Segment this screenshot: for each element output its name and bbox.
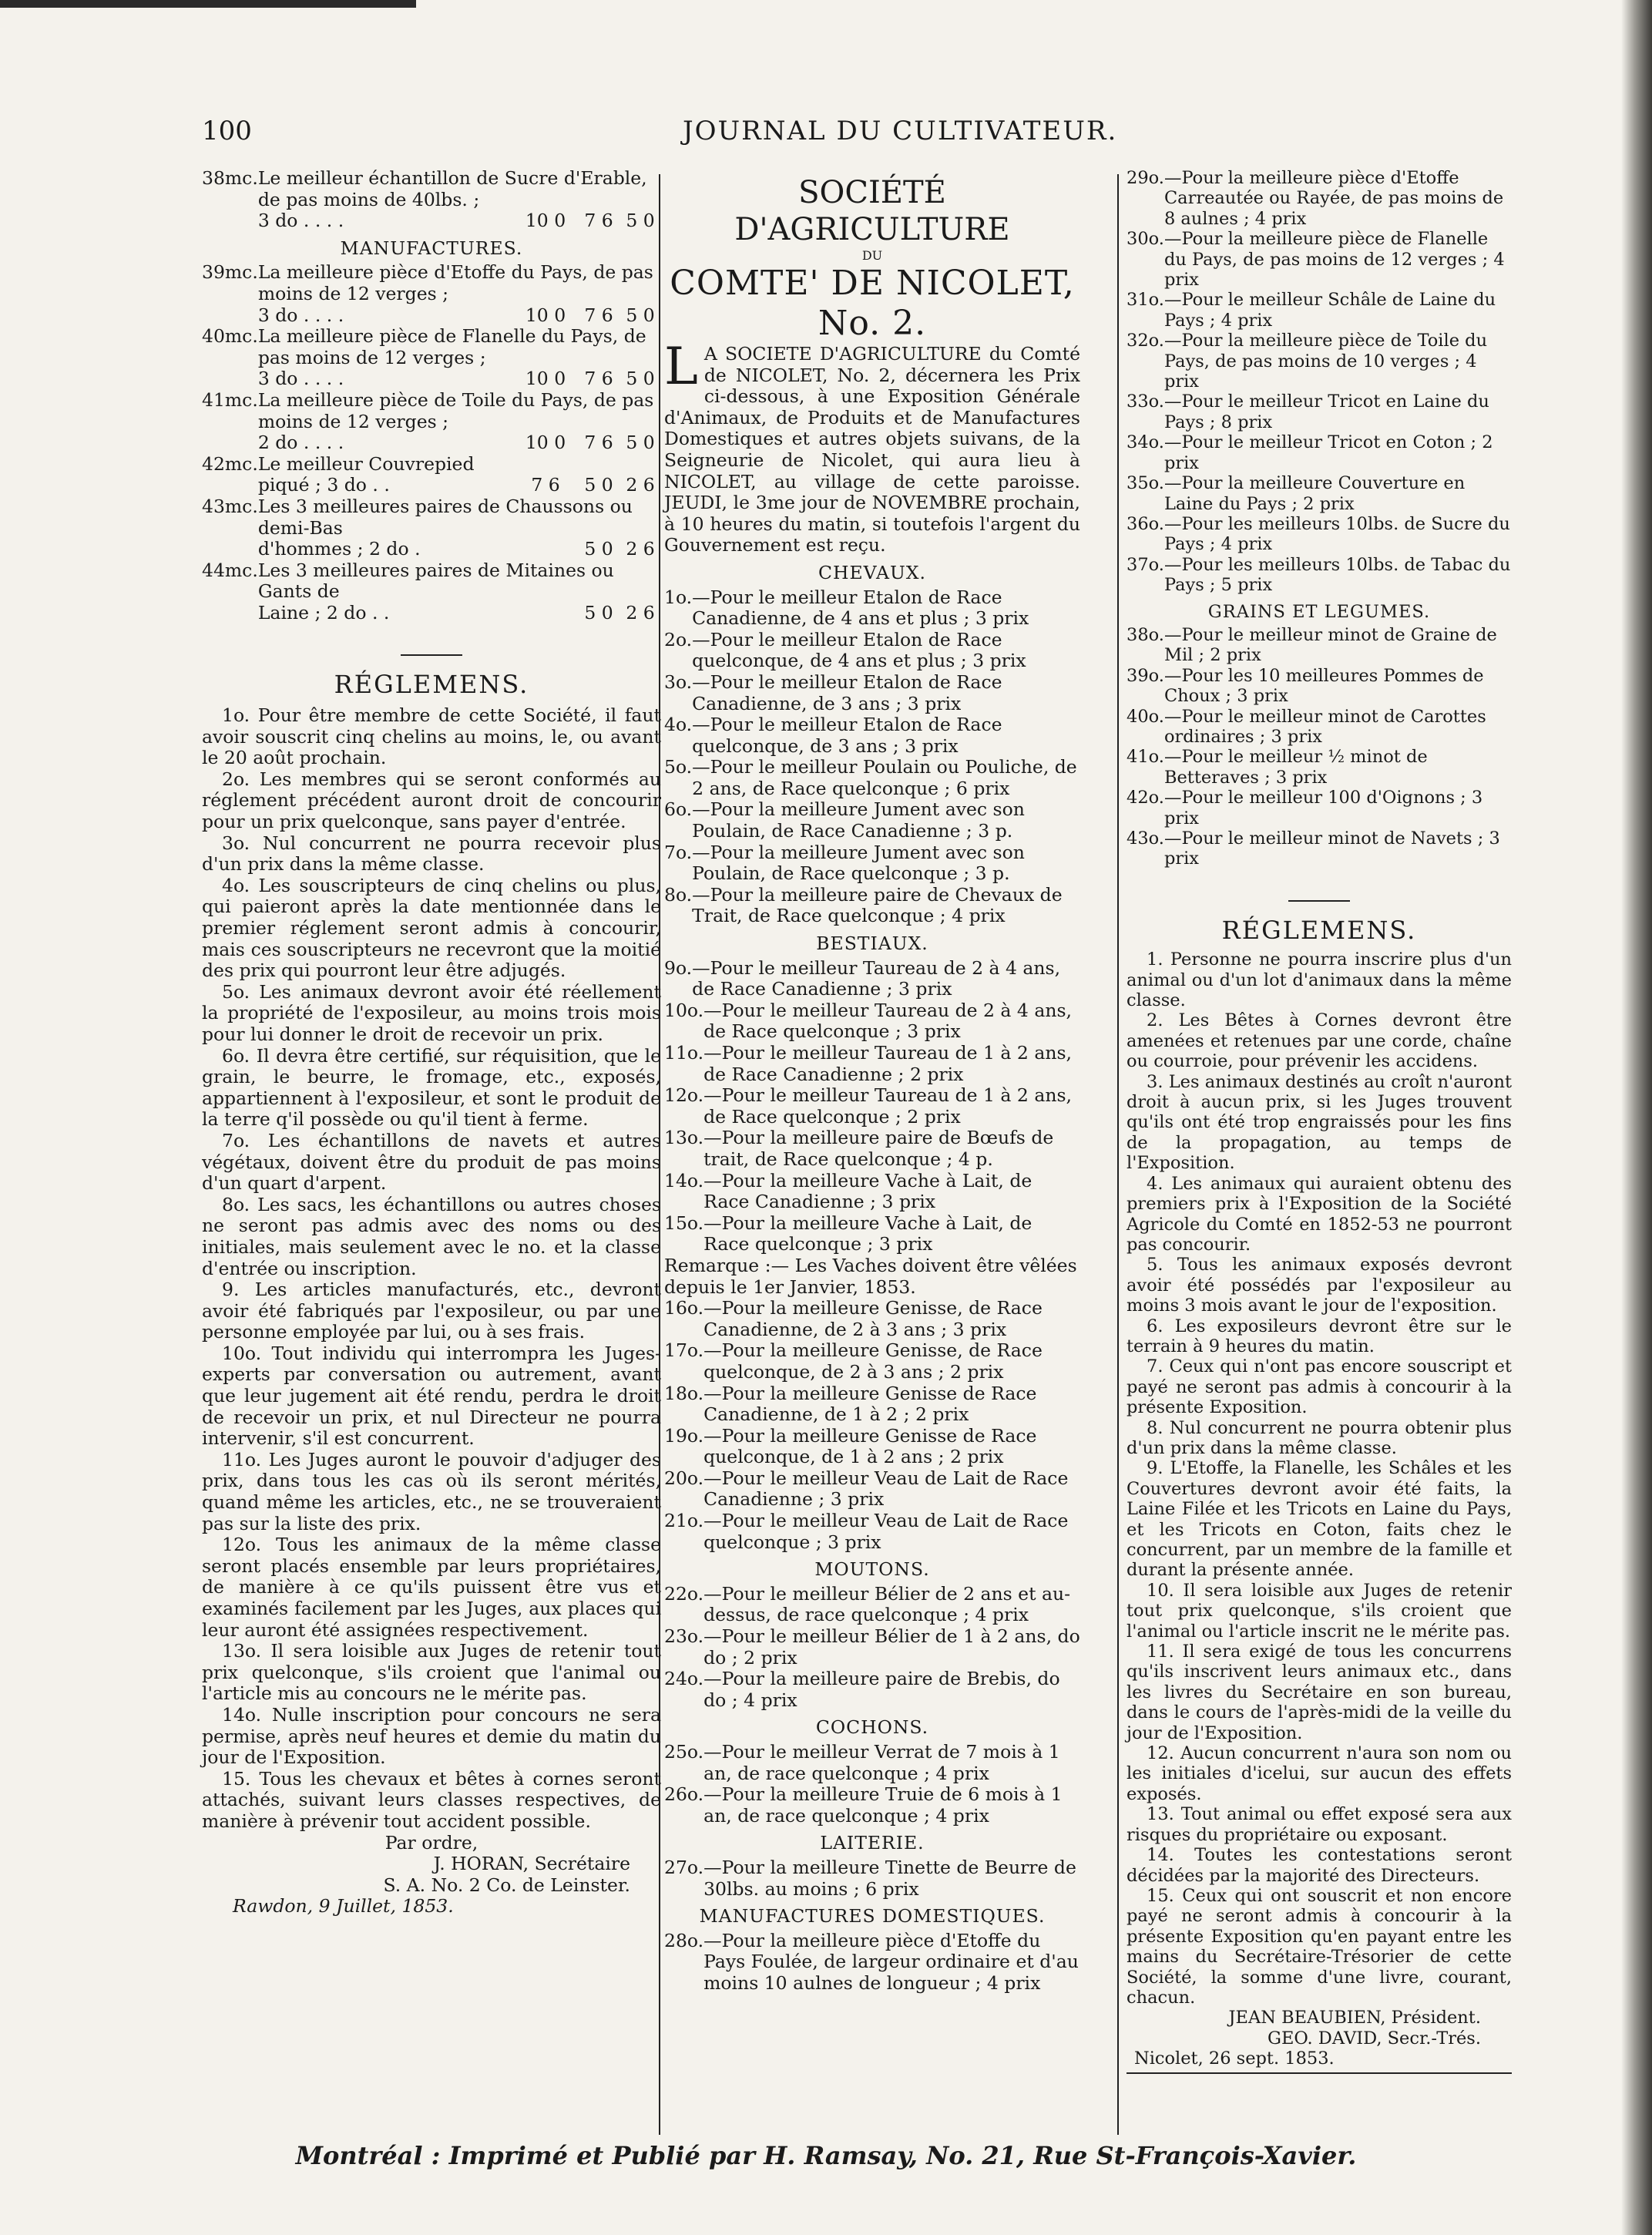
- journal-title: JOURNAL DU CULTIVATEUR.: [683, 116, 1118, 146]
- prize-value: 2 6: [626, 538, 655, 560]
- item-text: —Pour le meilleur minot de Carottes ordinaires ; 3 prix: [1163, 706, 1486, 747]
- rule-paragraph: 13o. Il sera loisible aux Juges de retenir tout prix quelconque, s'ils croient que l'animal ou l'article mis au concours ne le mérite pas.: [202, 1640, 661, 1705]
- par-ordre: Par ordre,: [384, 1831, 478, 1854]
- prize-list-top: [202, 168, 661, 232]
- prize-value: 7 6: [531, 474, 560, 496]
- item-text: —Pour la meilleure Jument avec son Poulain, de Race quelconque ; 3 p.: [692, 841, 1025, 885]
- prize-amount-line: [258, 603, 661, 624]
- prize-item: [664, 1426, 1080, 1468]
- item-number: 28o.: [664, 1929, 704, 1951]
- prize-body: [258, 390, 661, 454]
- rule-paragraph: 14o. Nulle inscription pour concours ne sera permise, après neuf heures et demie du matin du jour de l'Exposition.: [202, 1703, 661, 1769]
- prize-line: 2 do . . . .: [257, 432, 344, 454]
- prize-item: [664, 1383, 1080, 1426]
- prize-value: 10 0: [525, 368, 566, 390]
- prize-item: [664, 842, 1080, 885]
- prize-amount-line: [258, 210, 661, 232]
- item-number: 20o.: [664, 1467, 704, 1489]
- prize-number: 38mc.: [202, 167, 258, 189]
- prize-text: La meilleure pièce de Toile du Pays, de pas moins de 12 verges ;: [257, 388, 654, 432]
- rule-paragraph: 1. Personne ne pourra inscrire plus d'un animal ou d'un lot d'animaux dans la même classe.: [1127, 949, 1512, 1011]
- rule-paragraph: 6o. Il devra être certifié, sur réquisition, que le grain, le beurre, le fromage, etc., exposés, appartiennent à l'exposileur, et sont le produit de la terre q'il possède ou qu'il tient à ferme.: [202, 1044, 661, 1131]
- column-left: [202, 168, 661, 1917]
- item-number: 41o.: [1127, 747, 1164, 768]
- prize-value: 5 0: [584, 474, 613, 496]
- prize-item: [664, 757, 1080, 799]
- item-number: 37o.: [1127, 554, 1164, 575]
- item-number: 6o.: [664, 798, 693, 821]
- section-heading: BESTIAUX.: [816, 933, 928, 955]
- prize-value: 5 0: [626, 304, 655, 326]
- prize-item: [664, 587, 1080, 630]
- prize-item: [1127, 707, 1512, 748]
- item-text: —Pour le meilleur Taureau de 2 à 4 ans, de Race quelconque ; 3 prix: [703, 999, 1073, 1043]
- prize-item: [1127, 788, 1512, 828]
- prize-text: Les 3 meilleures paires de Chaussons ou demi-Bas: [257, 495, 633, 539]
- prize-entry: [202, 496, 661, 560]
- item-number: 33o.: [1127, 392, 1164, 412]
- signer-name: J. HORAN, Secrétaire: [433, 1853, 630, 1875]
- item-number: 27o.: [664, 1856, 704, 1878]
- column-middle: [664, 168, 1080, 1995]
- section-dash: [401, 654, 462, 656]
- prize-item: [1127, 666, 1512, 707]
- place-date-right: Nicolet, 26 sept. 1853.: [1134, 2048, 1335, 2069]
- rule-paragraph: 14. Toutes les contestations seront décidées par la majorité des Directeurs.: [1127, 1845, 1512, 1886]
- rule-paragraph: 11o. Les Juges auront le pouvoir d'adjuger des prix, dans tous les cas où ils seront mérités, quand même les articles, etc., ne se trouveraient pas sur la liste des prix.: [202, 1448, 661, 1534]
- prize-item: [1127, 555, 1512, 596]
- item-number: 38o.: [1127, 624, 1164, 645]
- prize-line: 3 do . . . .: [257, 210, 344, 232]
- prize-body: [258, 454, 661, 496]
- item-text: —Pour le meilleur Veau de Lait de Race Canadienne ; 3 prix: [703, 1467, 1069, 1511]
- column-right: [1127, 168, 1512, 2074]
- item-text: —Pour les meilleurs 10lbs. de Sucre du Pays ; 4 prix: [1163, 513, 1510, 555]
- rules-list-right: [1127, 949, 1512, 2008]
- signer-org: S. A. No. 2 Co. de Leinster.: [383, 1874, 630, 1896]
- item-text: —Pour la meilleure Couverture en Laine du Pays ; 2 prix: [1163, 473, 1466, 514]
- top-edge-bar: [0, 0, 416, 8]
- prize-item: [664, 1784, 1080, 1827]
- prize-body: [258, 168, 661, 232]
- prize-item: [664, 714, 1080, 757]
- item-text: —Pour la meilleure Genisse de Race quelconque, de 1 à 2 ans ; 2 prix: [703, 1424, 1037, 1468]
- item-text: —Pour le meilleur Etalon de Race Canadienne, de 3 ans ; 3 prix: [692, 670, 1002, 714]
- item-number: 22o.: [664, 1582, 704, 1605]
- item-text: —Pour la meilleure pièce de Toile du Pays, de pas moins de 10 verges ; 4 prix: [1163, 331, 1488, 392]
- prize-body: [258, 560, 661, 624]
- item-number: 21o.: [664, 1510, 704, 1532]
- prize-number: 40mc.: [202, 325, 258, 348]
- prize-line: piqué ; 3 do . .: [257, 474, 390, 496]
- prize-item: [1127, 828, 1512, 869]
- prize-amount-line: [258, 305, 661, 327]
- item-number: 1o.: [664, 586, 693, 608]
- rule-paragraph: 7o. Les échantillons de navets et autres végétaux, doivent être du produit de pas moins d'un quart d'arpent.: [202, 1129, 661, 1195]
- prize-list-grains: [1127, 625, 1512, 869]
- item-text: —Pour le meilleur Schâle de Laine du Pays ; 4 prix: [1163, 290, 1496, 331]
- item-number: 14o.: [664, 1169, 704, 1191]
- prize-item: [664, 1669, 1080, 1711]
- rule-paragraph: 6. Les exposileurs devront être sur le terrain à 9 heures du matin.: [1127, 1316, 1512, 1356]
- prize-entry: [202, 168, 661, 232]
- prize-entry: [202, 560, 661, 624]
- prize-item: [664, 958, 1080, 1000]
- item-text: —Pour le meilleur Etalon de Race Canadienne, de 4 ans et plus ; 3 prix: [692, 586, 1029, 630]
- prize-text: La meilleure pièce d'Etoffe du Pays, de pas moins de 12 verges ;: [257, 261, 653, 304]
- rules-list-left: [202, 705, 661, 1832]
- item-text: —Pour le meilleur Verrat de 7 mois à 1 an, de race quelconque ; 4 prix: [703, 1741, 1060, 1784]
- rule-paragraph: 15. Ceux qui ont souscrit et non encore payé ne seront admis à concourir à la présente Exposition qu'en payant entre les mains du Secrétaire-Trésorier de cette Société, la somme d'une livre, courant, chacun.: [1127, 1885, 1512, 2008]
- item-number: 7o.: [664, 841, 693, 863]
- end-rule: [1127, 2072, 1512, 2074]
- prize-value: 5 0: [626, 432, 655, 454]
- section-heading: LAITERIE.: [820, 1832, 925, 1854]
- rule-paragraph: 9. Les articles manufacturés, etc., devront avoir été fabriqués par l'exposileur, ou par une personne employée par lui, ou à ses frais.: [202, 1279, 661, 1343]
- item-text: —Pour la meilleure pièce d'Etoffe Carreautée ou Rayée, de pas moins de 8 aulnes ; 4 prix: [1163, 168, 1504, 229]
- item-text: —Pour la meilleure Vache à Lait, de Race quelconque ; 3 prix: [703, 1212, 1032, 1255]
- item-number: 30o.: [1127, 229, 1164, 250]
- item-text: —Pour le meilleur Taureau de 1 à 2 ans, de Race Canadienne ; 2 prix: [703, 1042, 1073, 1085]
- prize-item: [664, 1511, 1080, 1553]
- item-number: 4o.: [664, 714, 693, 736]
- prize-entry: [202, 454, 661, 496]
- prize-amount-line: [258, 368, 661, 390]
- rule-paragraph: 4o. Les souscripteurs de cinq chelins ou plus, qui paieront après la date mentionnée dans le premier réglement seront admis à concourir, mais ces souscripteurs ne recevront que la moitié des prix qui pourront leur être adjugés.: [202, 874, 661, 982]
- prize-item: [664, 1043, 1080, 1085]
- item-number: 23o.: [664, 1625, 704, 1648]
- county-title: COMTE' DE NICOLET, No. 2.: [670, 264, 1075, 343]
- section-heading: CHEVAUX.: [818, 561, 926, 583]
- item-number: 17o.: [664, 1339, 704, 1362]
- president-signature: JEAN BEAUBIEN, Président.: [1228, 2008, 1481, 2028]
- item-text: —Pour la meilleure paire de Brebis, do do ; 4 prix: [703, 1668, 1060, 1711]
- prize-value: 10 0: [525, 432, 566, 454]
- prize-item: [664, 1171, 1080, 1213]
- item-number: 29o.: [1127, 168, 1164, 188]
- prize-item: [1127, 392, 1512, 432]
- prize-item: [664, 672, 1080, 714]
- prize-entry: [202, 390, 661, 454]
- item-number: 9o.: [664, 956, 693, 979]
- rule-paragraph: 13. Tout animal ou effet exposé sera aux risques du propriétaire ou exposant.: [1127, 1804, 1512, 1845]
- section-heading: COCHONS.: [815, 1716, 929, 1739]
- prize-item: [664, 885, 1080, 927]
- prize-item: [1127, 229, 1512, 290]
- page-number: 100: [202, 116, 252, 146]
- prize-value: 10 0: [525, 304, 566, 326]
- item-number: 40o.: [1127, 706, 1164, 727]
- prize-text: Le meilleur Couvrepied: [257, 452, 475, 475]
- prize-text: Les 3 meilleures paires de Mitaines ou Gants de: [257, 559, 614, 603]
- section-dash-right: [1288, 900, 1350, 902]
- item-text: —Pour le meilleur Taureau de 1 à 2 ans, de Race quelconque ; 2 prix: [703, 1084, 1073, 1128]
- item-text: —Pour la meilleure paire de Bœufs de trait, de Race quelconque ; 4 p.: [703, 1127, 1054, 1170]
- item-text: —Pour la meilleure Genisse, de Race quelconque, de 2 à 3 ans ; 2 prix: [703, 1339, 1043, 1383]
- item-number: 19o.: [664, 1424, 704, 1447]
- prize-item: [664, 1298, 1080, 1340]
- rule-paragraph: 4. Les animaux qui auraient obtenu des premiers prix à l'Exposition de la Société Agricole du Comté en 1852-53 ne pourront pas concourir.: [1127, 1173, 1512, 1255]
- item-number: 10o.: [664, 999, 704, 1021]
- intro-text: A SOCIETE D'AGRICULTURE du Comté de NICOLET, No. 2, décernera les Prix ci-dessous, à une Exposition Générale d'Animaux, de Produits et de Manufactures Domestiques et autres objets suivans, de la Seigneurie de Nicolet, qui aura lieu à NICOLET, au village de cette paroisse. JEUDI, le 3me jour de NOVEMBRE prochain, à 10 heures du matin, si toutefois l'argent du Gouvernement est reçu.: [664, 343, 1080, 556]
- rule-paragraph: 3. Les animaux destinés au croît n'auront droit à aucun prix, si les Juges trouvent qu'ils ont été trop engraissés pour les fins de la propagation, au temps de l'Exposition.: [1127, 1071, 1512, 1174]
- rule-paragraph: 1o. Pour être membre de cette Société, il faut avoir souscrit cinq chelins au moins, le, ou avant le 20 août prochain.: [202, 704, 661, 769]
- item-text: —Pour la meilleure Genisse de Race Canadienne, de 1 à 2 ; 2 prix: [703, 1382, 1037, 1426]
- section-heading: MANUFACTURES DOMESTIQUES.: [699, 1905, 1046, 1927]
- prize-item: [1127, 514, 1512, 555]
- item-text: —Pour le meilleur Bélier de 2 ans et au-dessus, de race quelconque ; 4 prix: [703, 1582, 1071, 1626]
- page-edge-shadow: [1621, 0, 1652, 2235]
- item-text: —Pour les 10 meilleures Pommes de Choux ; 3 prix: [1163, 665, 1484, 707]
- item-number: 15o.: [664, 1212, 704, 1234]
- rule-paragraph: 7. Ceux qui n'ont pas encore souscript et payé ne seront pas admis à concourir à la présente Exposition.: [1127, 1356, 1512, 1418]
- prize-sections: [664, 563, 1080, 1995]
- prize-text: Le meilleur échantillon de Sucre d'Erable, de pas moins de 40lbs. ;: [257, 167, 647, 210]
- item-number: 25o.: [664, 1741, 704, 1763]
- prize-list-manufactures: [202, 262, 661, 623]
- item-text: —Pour le meilleur Etalon de Race quelconque, de 4 ans et plus ; 3 prix: [692, 628, 1026, 672]
- rule-paragraph: 5o. Les animaux devront avoir été réellement la propriété de l'exposileur, au moins trois mois pour lui donner le droit de recevoir un prix.: [202, 980, 661, 1045]
- prize-body: [258, 262, 661, 326]
- prize-value: 5 0: [584, 601, 613, 623]
- column-rule-right: [1117, 174, 1119, 2135]
- prize-item: [664, 799, 1080, 842]
- item-number: 8o.: [664, 883, 693, 906]
- prize-item: [1127, 168, 1512, 229]
- item-text: —Pour les meilleurs 10lbs. de Tabac du Pays ; 5 prix: [1163, 554, 1511, 596]
- item-number: 42o.: [1127, 788, 1164, 808]
- item-number: 13o.: [664, 1127, 704, 1149]
- prize-item: [664, 1626, 1080, 1669]
- rule-paragraph: 15. Tous les chevaux et bêtes à cornes seront attachés, suivant leurs classes respectives, de manière à prévenir tout accident possible.: [202, 1767, 661, 1832]
- rule-paragraph: 5. Tous les animaux exposés devront avoir été possédés par l'exposileur au moins 3 mois avant le jour de l'exposition.: [1127, 1255, 1512, 1316]
- prize-entry: [202, 262, 661, 326]
- prize-body: [258, 496, 661, 560]
- item-number: 3o.: [664, 670, 693, 693]
- prize-item: [1127, 473, 1512, 514]
- item-text: —Pour le meilleur Poulain ou Pouliche, de 2 ans, de Race quelconque ; 6 prix: [692, 756, 1077, 799]
- item-text: —Pour le meilleur Taureau de 2 à 4 ans, de Race Canadienne ; 3 prix: [692, 956, 1061, 1000]
- item-text: —Pour la meilleure Genisse, de Race Canadienne, de 2 à 3 ans ; 3 prix: [703, 1297, 1043, 1340]
- item-text: —Pour la meilleure Tinette de Beurre de 30lbs. au moins ; 6 prix: [703, 1856, 1076, 1900]
- place-date-left: Rawdon, 9 Juillet, 1853.: [233, 1895, 454, 1917]
- item-text: —Pour le meilleur Bélier de 1 à 2 ans, do do ; 2 prix: [703, 1625, 1080, 1669]
- reglemens-heading-right: RÉGLEMENS.: [1221, 915, 1417, 945]
- item-text: —Pour la meilleure Truie de 6 mois à 1 an, de race quelconque ; 4 prix: [703, 1783, 1063, 1827]
- prize-value: 7 6: [584, 304, 613, 326]
- secretary-signature: GEO. DAVID, Secr.-Trés.: [1267, 2028, 1481, 2048]
- item-number: 39o.: [1127, 665, 1164, 686]
- prize-item: [664, 1584, 1080, 1626]
- item-text: —Pour la meilleure pièce de Flanelle du Pays, de pas moins de 12 verges ; 4 prix: [1163, 229, 1505, 291]
- prize-line: 3 do . . . .: [257, 368, 344, 390]
- prize-value: 5 0: [626, 210, 655, 232]
- rule-paragraph: 10o. Tout individu qui interrompra les Juges-experts par conversation ou autrement, avant que leur jugement ait été rendu, perdra le droit de recevoir un prix, et nul Directeur ne pourra intervenir, s'il est concurrent.: [202, 1342, 661, 1450]
- item-number: 5o.: [664, 756, 693, 778]
- prize-item: [664, 1255, 1080, 1298]
- item-number: 11o.: [664, 1042, 704, 1064]
- prize-value: 2 6: [626, 474, 655, 496]
- prize-item: [664, 1340, 1080, 1383]
- rule-paragraph: 11. Il sera exigé de tous les concurrens qu'ils inscrivent leurs animaux etc., dans les livres du Secrétaire en son bureau, dans le cours de l'après-midi de la veille du jour de l'Exposition.: [1127, 1642, 1512, 1743]
- prize-item: [664, 1742, 1080, 1784]
- society-title: SOCIÉTÉ D'AGRICULTURE: [734, 175, 1010, 247]
- prize-number: 41mc.: [202, 388, 258, 411]
- grains-heading: GRAINS ET LEGUMES.: [1207, 601, 1431, 622]
- prize-item: [1127, 331, 1512, 392]
- prize-item: [1127, 625, 1512, 666]
- prize-item: [1127, 747, 1512, 788]
- item-number: 43o.: [1127, 828, 1164, 849]
- prize-item: [664, 1468, 1080, 1511]
- manufactures-heading: MANUFACTURES.: [340, 237, 523, 259]
- item-number: 18o.: [664, 1382, 704, 1404]
- prize-item: [664, 1213, 1080, 1255]
- item-number: 36o.: [1127, 513, 1164, 534]
- prize-list-manufactures-cont: [1127, 168, 1512, 596]
- item-text: —Pour le meilleur minot de Navets ; 3 prix: [1163, 828, 1500, 869]
- prize-value: 7 6: [584, 210, 613, 232]
- prize-amount-line: [258, 539, 661, 560]
- item-text: —Pour la meilleure paire de Chevaux de Trait, de Race quelconque ; 4 prix: [692, 883, 1063, 927]
- prize-entry: [202, 326, 661, 390]
- title-du: DU: [861, 248, 883, 263]
- item-text: —Pour la meilleure pièce d'Etoffe du Pays Foulée, de largeur ordinaire et d'au moins 10 aulnes de longueur ; 4 prix: [703, 1929, 1079, 1994]
- rule-paragraph: 2. Les Bêtes à Cornes devront être amenées et retenues par une corde, chaîne ou courroie, pour prévenir les accidens.: [1127, 1010, 1512, 1072]
- rule-paragraph: 9. L'Etoffe, la Flanelle, les Schâles et les Couvertures devront avoir été faits, la Laine Filée et les Tricots en Laine du Pays, et les Tricots en Coton, faits chez le concurrent, par un membre de la famille et durant la présente année.: [1127, 1458, 1512, 1581]
- prize-line: Laine ; 2 do . .: [257, 601, 390, 623]
- item-number: 31o.: [1127, 290, 1164, 311]
- prize-line: d'hommes ; 2 do .: [257, 538, 421, 560]
- item-text: —Pour le meilleur minot de Graine de Mil ; 2 prix: [1163, 624, 1497, 666]
- prize-value: 2 6: [626, 601, 655, 623]
- imprint-footer: Montréal : Imprimé et Publié par H. Ramsay, No. 21, Rue St-François-Xavier.: [295, 2141, 1357, 2170]
- item-number: 34o.: [1127, 432, 1164, 453]
- prize-item: [664, 1085, 1080, 1128]
- item-text: —Pour la meilleure Jument avec son Poulain, de Race Canadienne ; 3 p.: [692, 798, 1025, 842]
- prize-amount-line: [258, 475, 661, 496]
- item-number: 24o.: [664, 1668, 704, 1690]
- section-heading: MOUTONS.: [814, 1558, 930, 1581]
- rule-paragraph: 3o. Nul concurrent ne pourra recevoir plus d'un prix dans la même classe.: [202, 832, 661, 876]
- prize-item: [1127, 290, 1512, 331]
- item-number: 16o.: [664, 1297, 704, 1319]
- rule-paragraph: 8o. Les sacs, les échantillons ou autres choses ne seront pas admis avec des noms ou des initiales, mais seulement avec le no. et la classe d'entrée ou inscription.: [202, 1193, 661, 1279]
- item-text: —Pour le meilleur Etalon de Race quelconque, de 3 ans ; 3 prix: [692, 714, 1002, 757]
- prize-value: 10 0: [525, 210, 566, 232]
- item-number: 12o.: [664, 1084, 704, 1107]
- item-text: —Pour le meilleur ½ minot de Betteraves ; 3 prix: [1163, 747, 1428, 788]
- item-text: Remarque :— Les Vaches doivent être vêlées depuis le 1er Janvier, 1853.: [664, 1254, 1077, 1298]
- intro-paragraph: [664, 337, 1080, 556]
- item-number: 26o.: [664, 1783, 704, 1806]
- item-number: 32o.: [1127, 331, 1164, 351]
- rule-paragraph: 12. Aucun concurrent n'aura son nom ou les initiales d'icelui, sur aucun des effets exposés.: [1127, 1743, 1512, 1804]
- reglemens-heading-left: RÉGLEMENS.: [334, 670, 529, 700]
- prize-value: 7 6: [584, 368, 613, 390]
- prize-amount-line: [258, 432, 661, 454]
- prize-text: La meilleure pièce de Flanelle du Pays, de pas moins de 12 verges ;: [257, 325, 646, 368]
- rule-paragraph: 10. Il sera loisible aux Juges de retenir tout prix quelconque, s'ils croient que l'animal ou l'article inscrit ne le mérite pas.: [1127, 1580, 1512, 1642]
- item-text: —Pour la meilleure Vache à Lait, de Race Canadienne ; 3 prix: [703, 1169, 1032, 1213]
- item-text: —Pour le meilleur 100 d'Oignons ; 3 prix: [1163, 788, 1483, 828]
- prize-value: 7 6: [584, 432, 613, 454]
- prize-value: 5 0: [584, 538, 613, 560]
- item-number: 2o.: [664, 628, 693, 650]
- rule-paragraph: 12o. Tous les animaux de la même classe seront placés ensemble par leurs propriétaires, de manière à ce qu'ils puissent être vus et examinés facilement par les Juges, aux places qui leur auront été assignées respectivement.: [202, 1534, 661, 1641]
- item-text: —Pour le meilleur Tricot en Coton ; 2 prix: [1163, 432, 1493, 473]
- prize-item: [664, 1000, 1080, 1043]
- prize-line: 3 do . . . .: [257, 304, 344, 326]
- prize-body: [258, 326, 661, 390]
- item-number: 35o.: [1127, 473, 1164, 494]
- item-text: —Pour le meilleur Veau de Lait de Race quelconque ; 3 prix: [703, 1510, 1069, 1553]
- prize-item: [1127, 432, 1512, 473]
- prize-item: [664, 1931, 1080, 1995]
- drop-cap: L: [664, 337, 698, 396]
- prize-item: [664, 1857, 1080, 1900]
- rule-paragraph: 8. Nul concurrent ne pourra obtenir plus d'un prix dans la même classe.: [1127, 1417, 1512, 1458]
- page-header: [202, 116, 1504, 150]
- rule-paragraph: 2o. Les membres qui se seront conformés au réglement précédent auront droit de concourir pour un prix quelconque, sans payer d'entrée.: [202, 768, 661, 833]
- item-text: —Pour le meilleur Tricot en Laine du Pays ; 8 prix: [1163, 392, 1489, 432]
- prize-value: 5 0: [626, 368, 655, 390]
- prize-item: [664, 630, 1080, 672]
- prize-number: 43mc.: [202, 495, 258, 517]
- prize-number: 42mc.: [202, 452, 258, 475]
- prize-number: 44mc.: [202, 559, 258, 581]
- prize-item: [664, 1128, 1080, 1170]
- prize-number: 39mc.: [202, 261, 258, 284]
